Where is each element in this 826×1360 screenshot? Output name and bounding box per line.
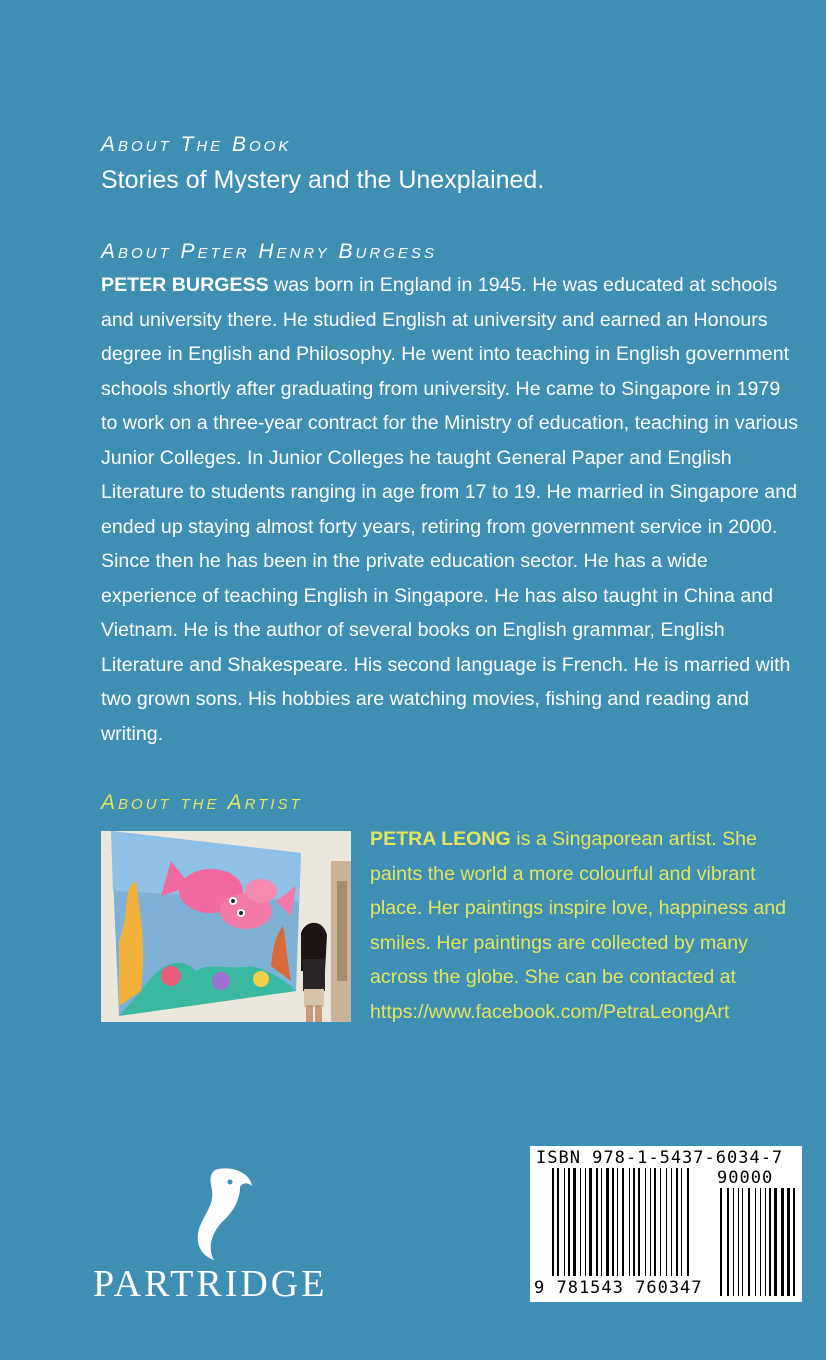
about-author-heading: About Peter Henry Burgess xyxy=(101,240,437,263)
about-artist-heading: About the Artist xyxy=(101,791,303,814)
book-subtitle: Stories of Mystery and the Unexplained. xyxy=(101,166,545,194)
artist-bio xyxy=(370,822,810,1029)
author-bio-text: was born in England in 1945. He was educated at schools and university there. He studied English at university and earned an Honours degree in English and Philosophy. He went into teaching in English government schools shortly after graduating from university. He came to Singapore in 1979 to work on a three-year contract for the Ministry of education, teaching in various Junior Colleges. In Junior Colleges he taught General Paper and English Literature to students ranging in age from 17 to 19. He married in Singapore and ended up staying almost forty years, retiring from government service in 2000. Since then he has been in the private education sector. He has a wide experience of teaching English in Singapore. He has also taught in China and Vietnam. He is the author of several books on English grammar, English Literature and Shakespeare. His second language is French. He is married with two grown sons. His hobbies are watching movies, fishing and reading and writing. xyxy=(101,274,799,745)
about-book-heading: About The Book xyxy=(101,133,292,156)
ean-digits: 9 781543 760347 xyxy=(534,1278,703,1298)
author-bio xyxy=(101,268,801,751)
author-name: PETER BURGESS xyxy=(101,274,269,296)
artist-bio-text: is a Singaporean artist. She paints the world a more colourful and vibrant place. Her paintings inspire love, happiness and smiles. Her paintings are collected by many across the globe. She can be contacted at https://www.facebook.com/PetraLeongArt xyxy=(370,828,787,1023)
isbn-barcode xyxy=(530,1146,802,1302)
isbn-text: ISBN 978-1-5437-6034-7 xyxy=(536,1148,784,1168)
publisher-name: PARTRIDGE xyxy=(93,1263,328,1305)
artist-name: PETRA LEONG xyxy=(370,828,511,850)
artist-painting-image xyxy=(101,831,351,1022)
artist-photo xyxy=(101,831,351,1022)
price-code: 90000 xyxy=(717,1168,774,1188)
